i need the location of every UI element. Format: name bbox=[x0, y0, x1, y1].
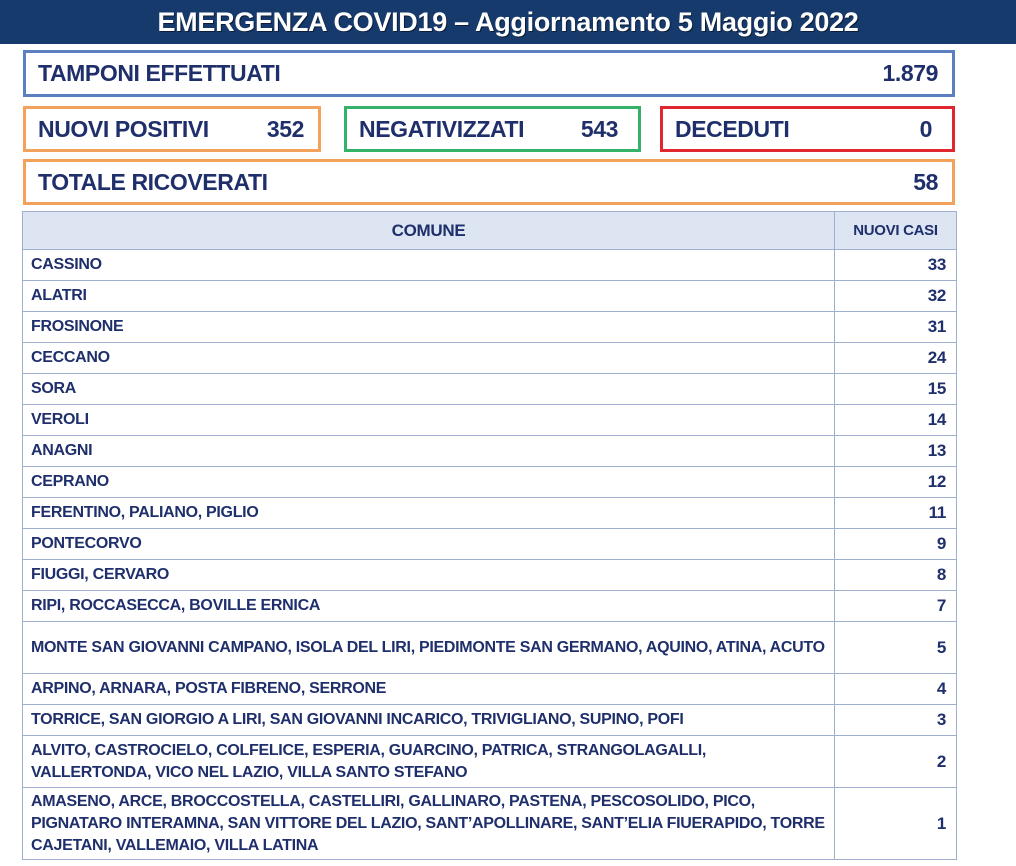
tamponi-label: TAMPONI EFFETTUATI bbox=[38, 60, 281, 86]
cell-comune: FROSINONE bbox=[23, 312, 835, 343]
table-header-row bbox=[23, 212, 957, 250]
cell-casi: 1 bbox=[835, 788, 957, 860]
ricoverati-value: 58 bbox=[913, 168, 938, 195]
table-row bbox=[23, 674, 957, 705]
table-row bbox=[23, 622, 957, 674]
cell-casi: 11 bbox=[835, 498, 957, 529]
cell-casi: 13 bbox=[835, 436, 957, 467]
cell-comune: ARPINO, ARNARA, POSTA FIBRENO, SERRONE bbox=[23, 674, 835, 705]
negativizzati-label: NEGATIVIZZATI bbox=[359, 115, 525, 142]
cell-comune: CASSINO bbox=[23, 250, 835, 281]
cell-casi: 7 bbox=[835, 591, 957, 622]
cell-comune: MONTE SAN GIOVANNI CAMPANO, ISOLA DEL LIRI, PIEDIMONTE SAN GERMANO, AQUINO, ATINA, ACUTO bbox=[23, 622, 835, 674]
cell-casi: 2 bbox=[835, 736, 957, 788]
cell-comune: ALATRI bbox=[23, 281, 835, 312]
table-row bbox=[23, 312, 957, 343]
table-row bbox=[23, 498, 957, 529]
deceduti-label: DECEDUTI bbox=[675, 115, 790, 142]
positivi-label: NUOVI POSITIVI bbox=[38, 115, 209, 142]
table-row bbox=[23, 250, 957, 281]
deceduti-value: 0 bbox=[919, 115, 932, 142]
page-title: EMERGENZA COVID19 – Aggiornamento 5 Maggio 2022 bbox=[0, 0, 1016, 44]
ricoverati-label: TOTALE RICOVERATI bbox=[38, 168, 268, 195]
tamponi-value: 1.879 bbox=[882, 60, 938, 86]
table-row bbox=[23, 529, 957, 560]
cell-casi: 12 bbox=[835, 467, 957, 498]
cell-casi: 32 bbox=[835, 281, 957, 312]
cell-comune: FIUGGI, CERVARO bbox=[23, 560, 835, 591]
table-row bbox=[23, 788, 957, 860]
cell-comune: ANAGNI bbox=[23, 436, 835, 467]
deceduti-box bbox=[660, 106, 955, 152]
table-row bbox=[23, 281, 957, 312]
cell-casi: 33 bbox=[835, 250, 957, 281]
table-row bbox=[23, 405, 957, 436]
cell-comune: ALVITO, CASTROCIELO, COLFELICE, ESPERIA, GUARCINO, PATRICA, STRANGOLAGALLI, VALLERTONDA, VICO NEL LAZIO, VILLA SANTO STEFANO bbox=[23, 736, 835, 788]
table-row bbox=[23, 705, 957, 736]
cell-casi: 31 bbox=[835, 312, 957, 343]
cell-comune: AMASENO, ARCE, BROCCOSTELLA, CASTELLIRI, GALLINARO, PASTENA, PESCOSOLIDO, PICO, PIGNATARO INTERAMNA, SAN VITTORE DEL LAZIO, SANT’APOLLINARE, SANT’ELIA FIUERAPIDO, TORRE CAJETANI, VALLEMAIO, VILLA LATINA bbox=[23, 788, 835, 860]
cell-casi: 14 bbox=[835, 405, 957, 436]
table-row bbox=[23, 374, 957, 405]
cases-table bbox=[22, 211, 957, 860]
table-row bbox=[23, 591, 957, 622]
cell-comune: VEROLI bbox=[23, 405, 835, 436]
table-row bbox=[23, 436, 957, 467]
cell-casi: 5 bbox=[835, 622, 957, 674]
table-row bbox=[23, 343, 957, 374]
cell-comune: CEPRANO bbox=[23, 467, 835, 498]
cell-casi: 9 bbox=[835, 529, 957, 560]
cell-comune: SORA bbox=[23, 374, 835, 405]
cell-casi: 24 bbox=[835, 343, 957, 374]
positivi-value: 352 bbox=[266, 115, 304, 142]
cell-casi: 3 bbox=[835, 705, 957, 736]
tamponi-box bbox=[23, 50, 955, 97]
cell-casi: 4 bbox=[835, 674, 957, 705]
cell-casi: 8 bbox=[835, 560, 957, 591]
cell-comune: RIPI, ROCCASECCA, BOVILLE ERNICA bbox=[23, 591, 835, 622]
table-row bbox=[23, 467, 957, 498]
cell-comune: FERENTINO, PALIANO, PIGLIO bbox=[23, 498, 835, 529]
cell-casi: 15 bbox=[835, 374, 957, 405]
cell-comune: TORRICE, SAN GIORGIO A LIRI, SAN GIOVANNI INCARICO, TRIVIGLIANO, SUPINO, POFI bbox=[23, 705, 835, 736]
negativizzati-value: 543 bbox=[580, 115, 618, 142]
cell-comune: PONTECORVO bbox=[23, 529, 835, 560]
table-row bbox=[23, 560, 957, 591]
header-comune: COMUNE bbox=[23, 212, 835, 250]
ricoverati-box bbox=[23, 159, 955, 205]
cell-comune: CECCANO bbox=[23, 343, 835, 374]
negativizzati-box bbox=[344, 106, 641, 152]
positivi-box bbox=[23, 106, 321, 152]
table-row bbox=[23, 736, 957, 788]
header-nuovi-casi: NUOVI CASI bbox=[835, 212, 957, 250]
